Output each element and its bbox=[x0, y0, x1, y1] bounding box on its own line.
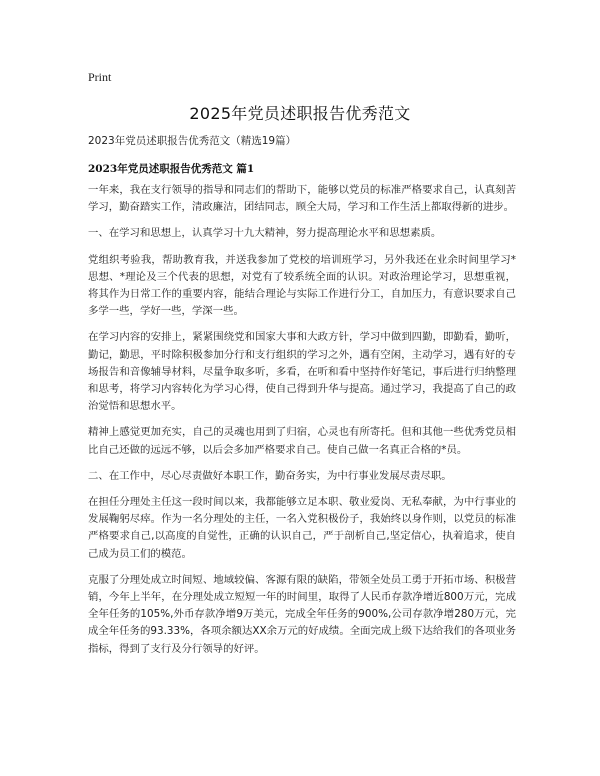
page-title: 2025年党员述职报告优秀范文 bbox=[189, 104, 411, 123]
print-link[interactable]: Print bbox=[88, 70, 112, 84]
paragraph: 克服了分理处成立时间短、地域较偏、客源有限的缺陷，带领全处员工勇于开拓市场、积极营销，今年上半年，在分理处成立短短一年的时间里，取得了人民币存款净增近800万元，完成全年任务的105%,外币存款净增9万美元，完成全年任务的900%,公司存款净增280万元，完成全年任务的93.33%，各项余额达XX余万元的好成绩。全面完成上级下达给我们的各项业务指标，得到了支行及分行领导的好评。 bbox=[88, 573, 516, 655]
paragraph: 党组织考验我，帮助教育我，并送我参加了党校的培训班学习，另外我还在业余时间里学习*思想、*理论及三个代表的思想，对党有了较系统全面的认识。对政治理论学习，思想重视，将其作为日常工作的重要内容，能结合理论与实际工作进行分工，自加压力，有意识要求自己多学一些，学好一些，学深一些。 bbox=[88, 253, 516, 318]
paragraph: 在担任分理处主任这一段时间以来，我都能够立足本职、敬业爱岗、无私奉献，为中行事业的发展鞠躬尽瘁。作为一名分理处的主任，一名入党积极份子，我始终以身作则，以党员的标准严格要求自己,以高度的自觉性，正确的认识自己，严于剖析自己,坚定信心，执着追求，使自己成为员工们的模范。 bbox=[88, 496, 516, 560]
paragraph: 精神上感觉更加充实，自己的灵魂也用到了归宿，心灵也有所寄托。但和其他一些优秀党员相比自己还做的远远不够，以后会多加严格要求自己。使自己做一名真正合格的*员。 bbox=[88, 426, 516, 456]
paragraph: 一年来，我在支行领导的指导和同志们的帮助下，能够以党员的标准严格要求自己，认真刻苦学习，勤奋踏实工作，清政廉洁，团结同志，顾全大局，学习和工作生活上都取得新的进步。 bbox=[88, 184, 516, 214]
section-heading: 2023年党员述职报告优秀范文 篇1 bbox=[88, 163, 255, 175]
paragraph: 在学习内容的安排上，紧紧围绕党和国家大事和大政方针，学习中做到四勤，即勤看，勤听，勤记，勤思，平时除积极参加分行和支行组织的学习之外，遇有空闲，主动学习，遇有好的专场报告和音像辅导材料，尽量争取多听，多看，在听和看中坚持作好笔记，事后进行归纳整理和思考，将学习内容转化为学习心得，使自己得到升华与提高。通过学习，我提高了自己的政治觉悟和思想水平。 bbox=[88, 331, 516, 413]
document-subtitle: 2023年党员述职报告优秀范文（精选19篇） bbox=[88, 135, 297, 147]
paragraph: 二、在工作中，尽心尽责做好本职工作，勤奋务实，为中行事业发展尽责尽职。 bbox=[88, 469, 452, 482]
document-body bbox=[88, 182, 516, 667]
paragraph: 一、在学习和思想上，认真学习十九大精神，努力提高理论水平和思想素质。 bbox=[88, 227, 442, 240]
